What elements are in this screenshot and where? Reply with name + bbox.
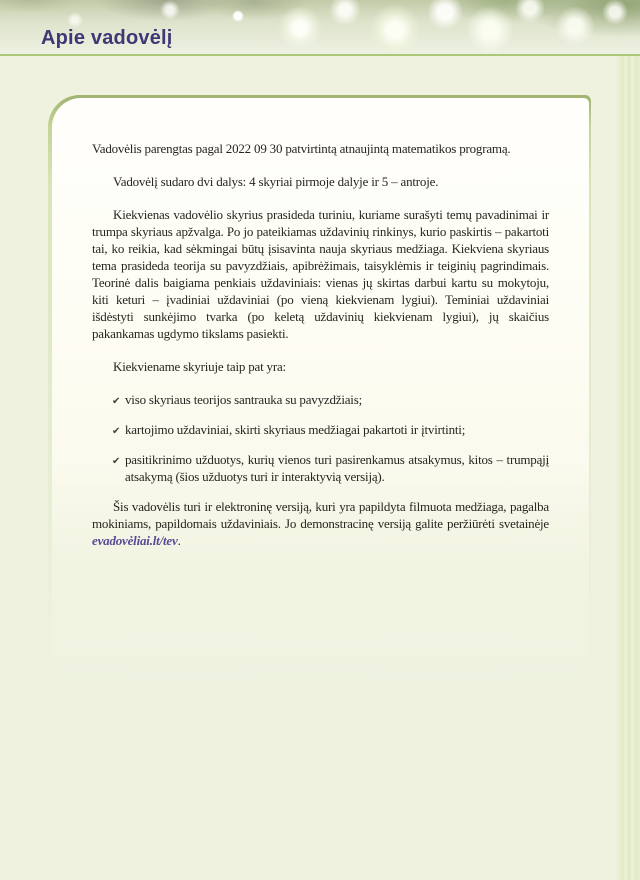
evadoveliai-link[interactable]: evadovėliai.lt/tev	[92, 533, 178, 548]
content-card	[48, 95, 591, 857]
header-divider	[0, 54, 640, 56]
list-item	[92, 391, 549, 408]
page-edge-decoration	[614, 56, 640, 880]
list-item-text: kartojimo uždaviniai, skirti skyriaus medžiagai pakartoti ir įtvirtinti;	[125, 422, 466, 437]
structure-paragraph: Vadovėlį sudaro dvi dalys: 4 skyriai pirmoje dalyje ir 5 – antroje.	[113, 174, 439, 189]
list-item-text: pasitikrinimo užduotys, kurių vienos turi pasirenkamus atsakymus, kitos – trumpąjį atsakymą (šios užduotys turi ir interaktyvią versiją).	[125, 452, 549, 484]
checkmark-icon: ✔	[112, 456, 121, 467]
intro-paragraph: Vadovėlis parengtas pagal 2022 09 30 patvirtintą atnaujintą matematikos programą.	[92, 141, 511, 156]
closing-text-before-link: Šis vadovėlis turi ir elektroninę versiją, kuri yra papildyta filmuota medžiaga, pagalba mokiniams, papildomais uždaviniais. Jo demonstracinę versiją galite peržiūrėti svetainėje	[92, 499, 549, 531]
closing-paragraph	[92, 498, 549, 549]
checkmark-icon: ✔	[112, 426, 121, 437]
list-intro: Kiekviename skyriuje taip pat yra:	[113, 359, 286, 374]
content-card-inner	[52, 98, 589, 857]
page-header	[0, 0, 640, 54]
closing-text-after-link: .	[177, 533, 181, 548]
page-title: Apie vadovėlį	[41, 27, 173, 49]
list-item-text: viso skyriaus teorijos santrauka su pavyzdžiais;	[125, 392, 362, 407]
checkmark-icon: ✔	[112, 396, 121, 407]
feature-list	[92, 391, 549, 485]
list-item	[92, 451, 549, 485]
list-item	[92, 421, 549, 438]
chapter-description-paragraph: Kiekvienas vadovėlio skyrius prasideda turiniu, kuriame surašyti temų pavadinimai ir trumpa skyriaus apžvalga. Po jo pateikiamas uždavinių rinkinys, kurio paskirtis – pakartoti tai, ko reikia, kad sėkmingai būtų įsisavinta nauja skyriaus medžiaga. Kiekviena skyriaus tema prasideda teorija su pavyzdžiais, apibrėžimais, taisyklėmis ir teiginių pagrindimais. Teorinė dalis baigiama penkiais uždaviniais: vienas jų skirtas darbui kartu su mokytoju, kiti keturi – įvadiniai uždaviniai (po vieną kiekvienam lygiui). Teminiai uždaviniai išdėstyti sunkėjimo tvarka (po keletą uždavinių kiekvienam lygiui), jų skaičius pakankamas ugdymo tikslams pasiekti.	[92, 207, 549, 341]
